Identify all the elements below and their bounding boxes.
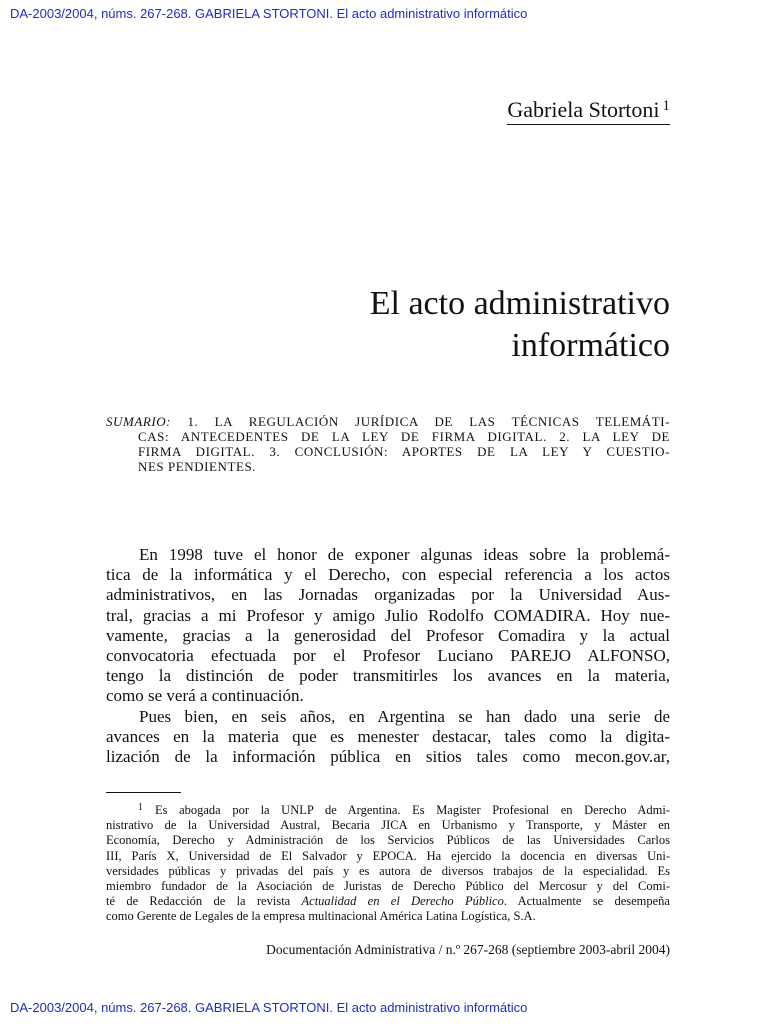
summary-label: SUMARIO: — [106, 414, 172, 429]
footnote-line: versidades públicas y privadas del país y es autora de diversos trabajos de la especialidad. Es — [106, 863, 670, 878]
body-line: avances en la materia que es menester destacar, tales como la digita- — [106, 726, 670, 746]
summary — [106, 414, 670, 474]
footnote-line: miembro fundador de la Asociación de Juristas de Derecho Público del Mercosur y del Comi- — [106, 879, 670, 894]
body-line: como se verá a continuación. — [106, 686, 304, 706]
footnote-line: como Gerente de Legales de la empresa multinacional América Latina Logística, S.A. — [106, 909, 536, 924]
body-line: convocatoria efectuada por el Profesor Luciano PAREJO ALFONSO, — [106, 646, 670, 666]
footnote — [106, 800, 670, 925]
running-header: DA-2003/2004, núms. 267-268. GABRIELA STORTONI. El acto administrativo informático — [10, 6, 528, 21]
summary-line: NES PENDIENTES. — [138, 459, 257, 474]
article-title — [170, 283, 670, 367]
journal-citation: Documentación Administrativa / n.º 267-268 (septiembre 2003-abril 2004) — [266, 942, 670, 957]
summary-line: CAS: ANTECEDENTES DE LA LEY DE FIRMA DIGITAL. 2. LA LEY DE — [138, 429, 670, 444]
summary-text: 1. LA REGULACIÓN JURÍDICA DE LAS TÉCNICAS TELEMÁTI- — [187, 414, 670, 429]
footnote-line — [106, 894, 670, 909]
summary-line — [106, 414, 670, 429]
author-name: Gabriela Stortoni — [507, 97, 660, 122]
body-line: En 1998 tuve el honor de exponer algunas ideas sobre la problemá- — [139, 545, 670, 564]
journal-name: Actualidad en el Derecho Público — [301, 894, 504, 909]
footnote-line — [106, 800, 670, 818]
author-byline — [507, 93, 670, 125]
running-footer: DA-2003/2004, núms. 267-268. GABRIELA STORTONI. El acto administrativo informático — [10, 1000, 528, 1015]
summary-line: FIRMA DIGITAL. 3. CONCLUSIÓN: APORTES DE LA LEY Y CUESTIO- — [138, 444, 670, 459]
body-line: Pues bien, en seis años, en Argentina se han dado una serie de — [139, 706, 670, 726]
footnote-text: té de Redacción de la revista — [106, 894, 302, 909]
footnote-text: Es abogada por la UNLP de Argentina. Es Magister Profesional en Derecho Admi- — [155, 803, 670, 817]
body-line: tral, gracias a mi Profesor y amigo Julio Rodolfo COMADIRA. Hoy nue- — [106, 605, 670, 625]
body-text — [106, 545, 670, 767]
footnote-line: Economía, Derecho y Administración de los Servicios Públicos de las Universidades Carlos — [106, 833, 670, 848]
body-line: tica de la informática y el Derecho, con especial referencia a los actos — [106, 565, 670, 585]
footnote-mark: 1 — [138, 802, 143, 813]
title-line: El acto administrativo — [369, 285, 670, 322]
author-footnote-mark[interactable]: 1 — [662, 98, 670, 114]
footnote-line: III, París X, Universidad de El Salvador y EPOCA. Ha ejercido la docencia en diversas Uni- — [106, 848, 670, 863]
footnote-text: . Actualmente se desempeña — [503, 894, 670, 909]
body-line: vamente, gracias a la generosidad del Profesor Comadira y la actual — [106, 625, 670, 645]
title-line: informático — [511, 327, 670, 364]
body-line: lización de la información pública en sitios tales como mecon.gov.ar, — [106, 747, 670, 767]
footnote-line: nistrativo de la Universidad Austral, Becaria JICA en Urbanismo y Transporte, y Máster en — [106, 818, 670, 833]
body-line: administrativos, en las Jornadas organizadas por la Universidad Aus- — [106, 585, 670, 605]
body-line: tengo la distinción de poder transmitirles los avances en la materia, — [106, 666, 670, 686]
footnote-separator — [106, 792, 181, 793]
